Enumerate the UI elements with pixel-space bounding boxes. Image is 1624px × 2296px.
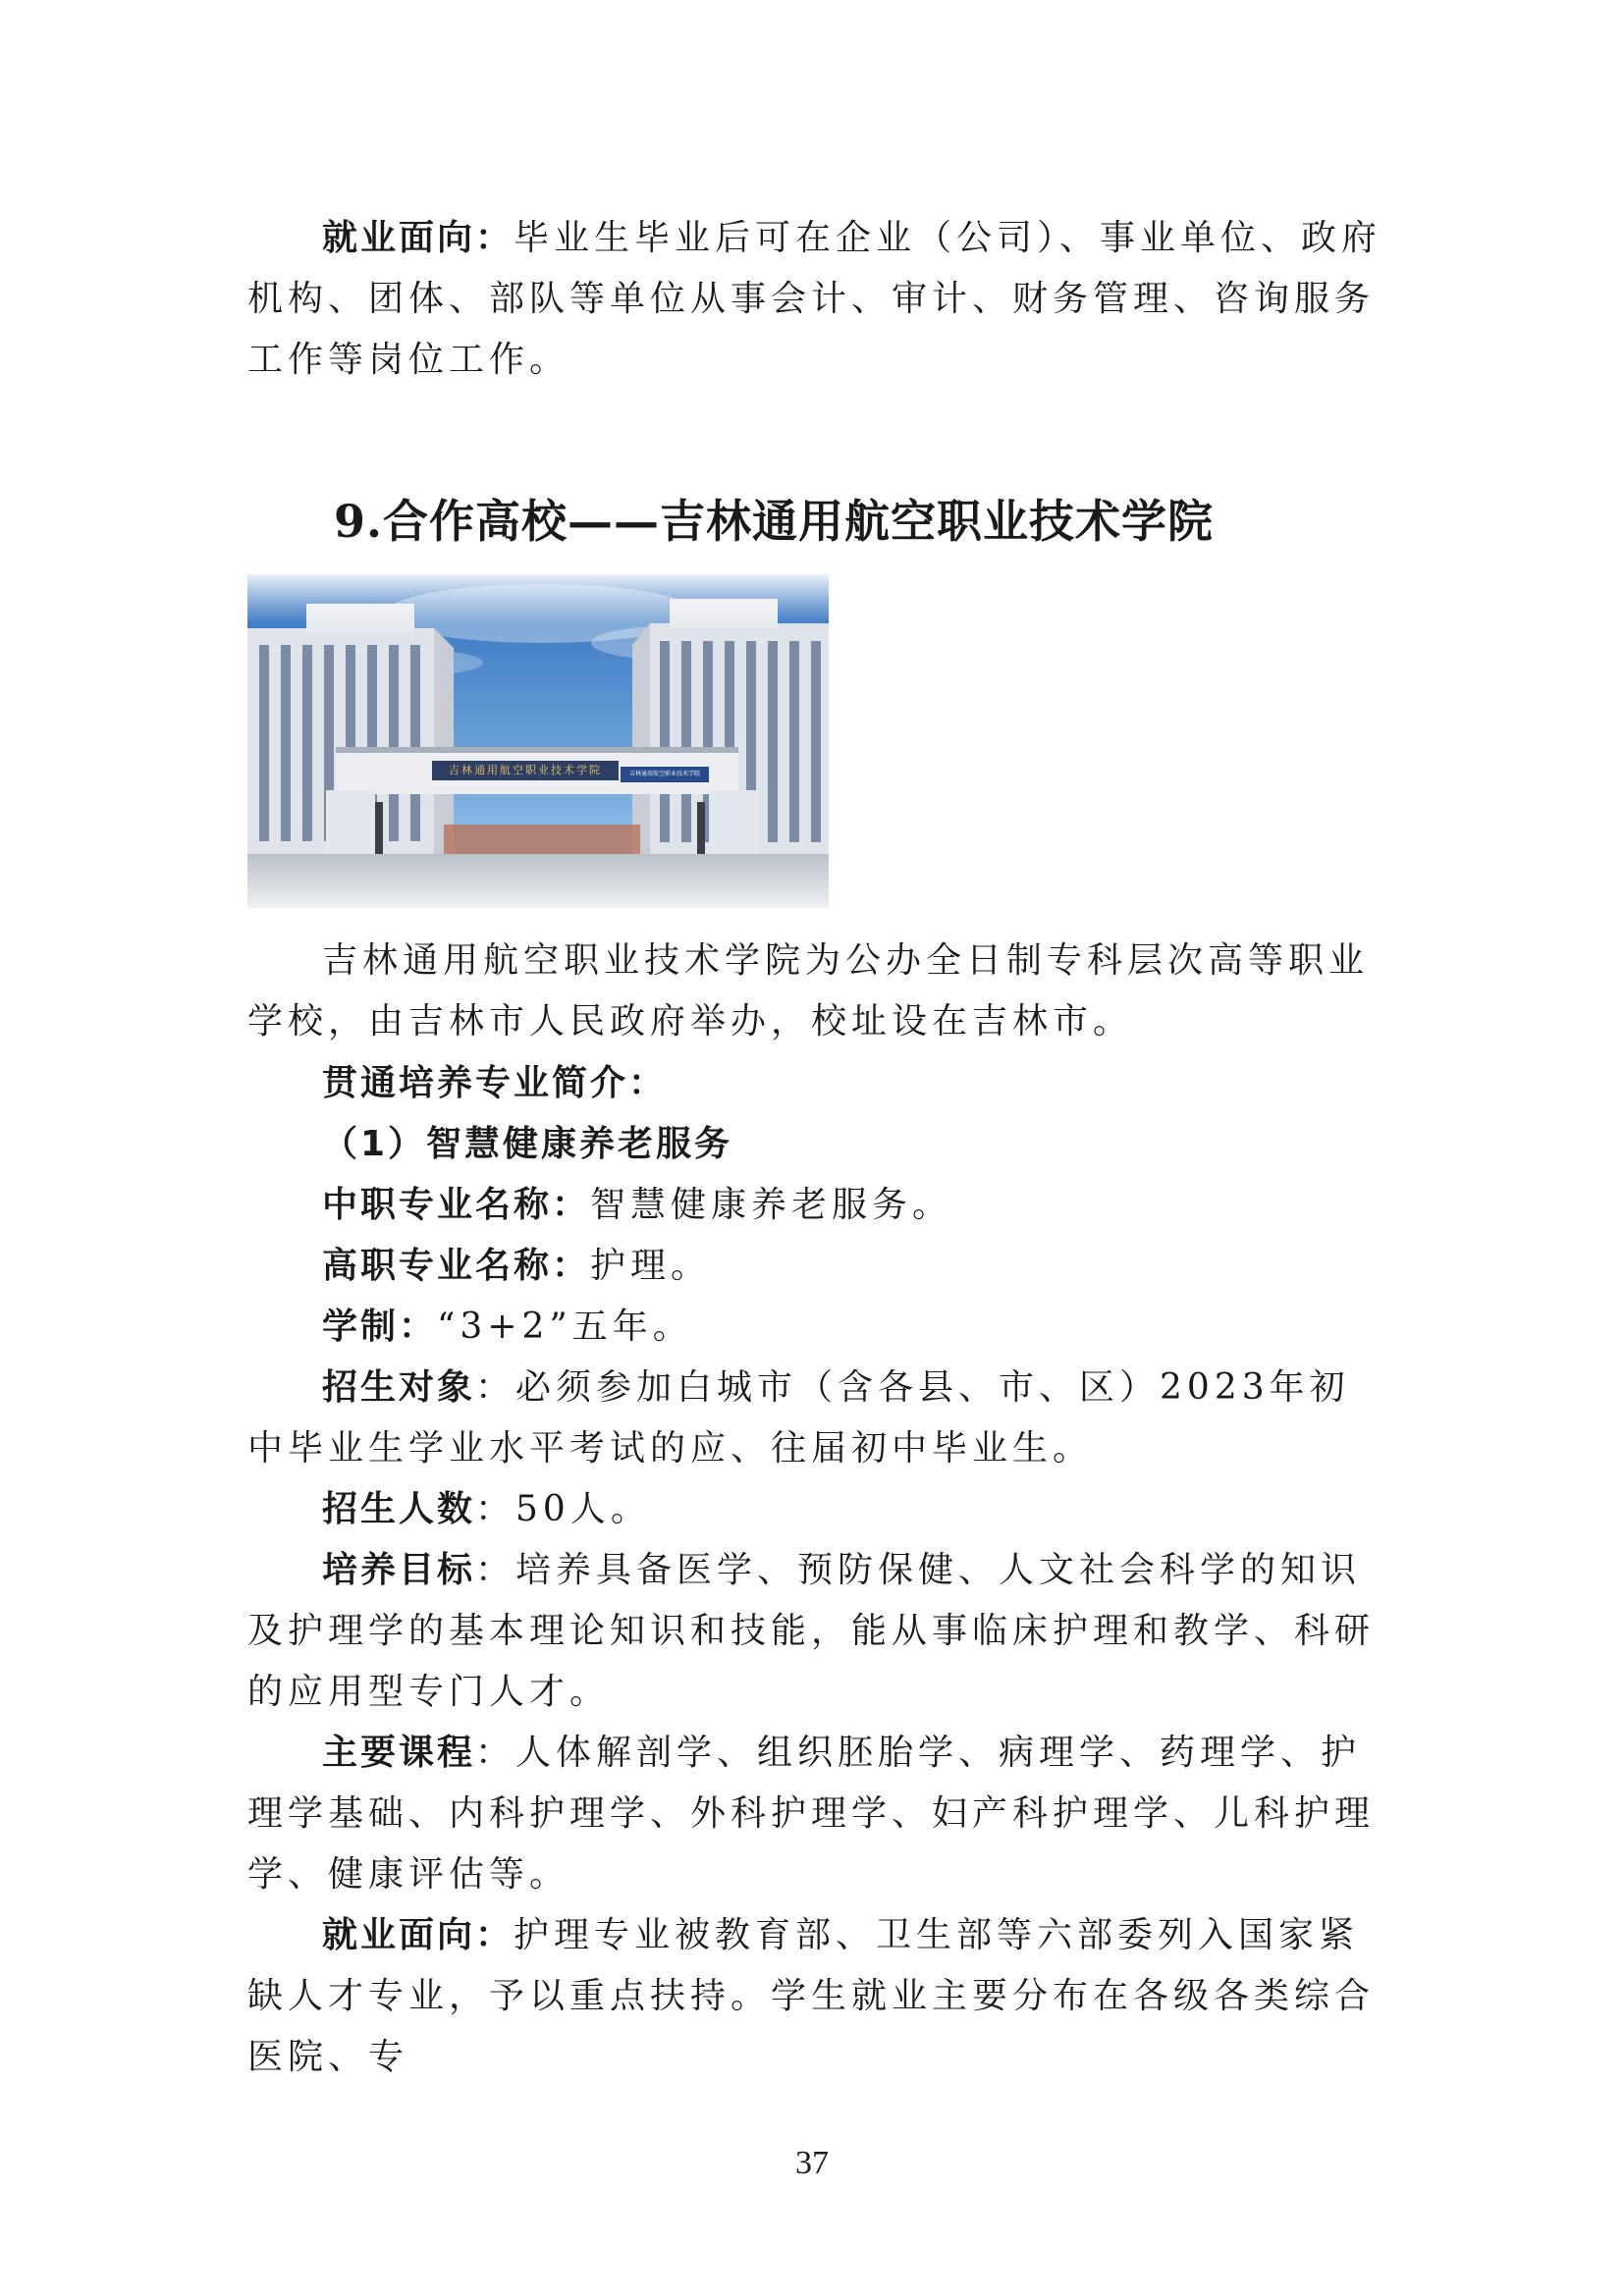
goal-paragraph: 培养目标：培养具备医学、预防保健、人文社会科学的知识及护理学的基本理论知识和技能，能从事临床护理和教学、科研的应用型专门人才。: [247, 1550, 1376, 1712]
gate-sign: 吉林通用航空职业技术学院: [449, 764, 602, 776]
campus-gate-illustration: [247, 574, 829, 908]
campus-gate-photo: [247, 574, 829, 908]
higher-major-line: 高职专业名称：护理。: [322, 1246, 712, 1286]
employment-paragraph-1: [247, 208, 1386, 391]
target-paragraph: 招生对象：必须参加白城市（含各县、市、区）2023年初中毕业生学业水平考试的应、往届初中毕业生。: [247, 1367, 1350, 1468]
employment-text: 毕业生毕业后可在企业（公司）、事业单位、政府机构、团体、部队等单位从事会计、审计、财务管理、咨询服务工作等岗位工作。: [247, 218, 1382, 380]
employment-label: 就业面向：: [322, 218, 514, 258]
program-intro-heading: 贯通培养专业简介：: [322, 1063, 668, 1103]
section-title: 9.合作高校——吉林通用航空职业技术学院: [334, 495, 1215, 548]
secondary-major-line: 中职专业名称：智慧健康养老服务。: [322, 1185, 953, 1225]
intro-paragraph: 吉林通用航空职业技术学院为公办全日制专科层次高等职业学校，由吉林市人民政府举办，校址设在吉林市。: [247, 940, 1370, 1041]
courses-paragraph: 主要课程：人体解剖学、组织胚胎学、病理学、药理学、护理学基础、内科护理学、外科护理学、妇产科护理学、儿科护理学、健康评估等。: [247, 1733, 1376, 1895]
quota-line: 招生人数：50人。: [322, 1489, 651, 1529]
duration-line: 学制：“3+2”五年。: [322, 1307, 693, 1347]
program-title: （1）智慧健康养老服务: [322, 1124, 733, 1164]
page-number: 37: [795, 2145, 829, 2181]
side-sign: 吉林通用航空职业技术学院: [628, 771, 700, 777]
employment-paragraph-2: 就业面向：护理专业被教育部、卫生部等六部委列入国家紧缺人才专业，予以重点扶持。学生就业主要分布在各级各类综合医院、专: [247, 1915, 1376, 2077]
